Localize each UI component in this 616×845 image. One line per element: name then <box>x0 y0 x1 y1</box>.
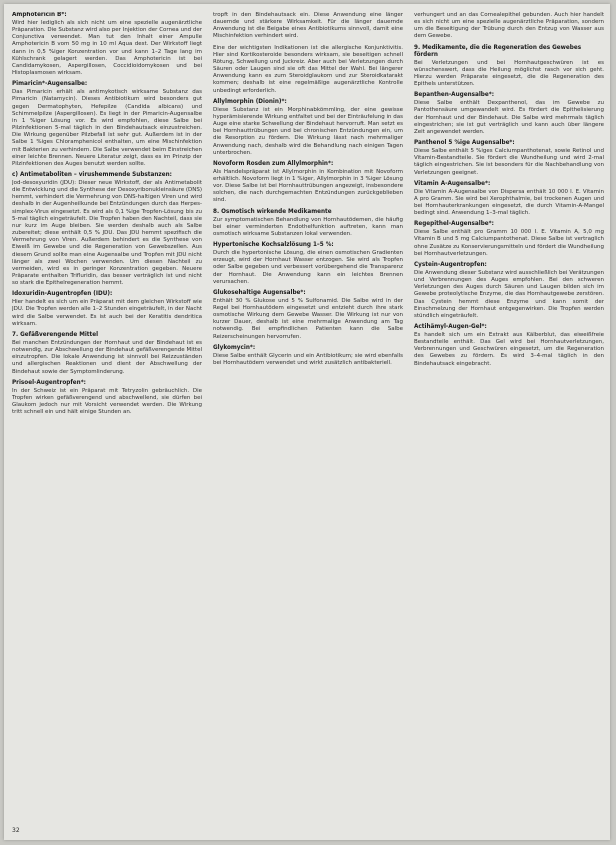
text-block <box>414 181 604 218</box>
text-block <box>213 99 403 157</box>
paragraph: Als Handelspräparat ist Allylmorphin in Kombination mit Novoform erhältlich. Novoform liegt in 1 %iger, Allylmorphin in 3 %iger Lösung vor. Diese Salbe ist bei Hornhauttrübungen angezeigt, insbesondere solchen, die nach durchgemachten Entzündungen zurückgeblieben sind. <box>213 168 403 204</box>
scanned-page <box>4 4 610 840</box>
section-heading: Amphotericin B*: <box>12 12 67 18</box>
text-column-left <box>12 12 202 827</box>
section-heading: 8. Osmotisch wirkende Medikamente <box>213 208 332 215</box>
paragraph: Eine der wichtigsten Indikationen ist die allergische Konjunktivitis. Hier sind Kortikosteroide besonders wirksam, sie beseitigen schnell Rötung, Schwellung und Juckreiz. Aber auch bei Verletzungen durch Säuren oder Laugen sind sie oft das Mittel der Wahl. Bei längerer Anwendung kann es zum Steroidglaukom und zur Steroidkatarakt kommen; deshalb ist eine regelmäßige augenärztliche Kontrolle unbedingt erforderlich. <box>213 44 403 94</box>
section-heading: Novoform Rosden zum Allylmorphin*: <box>213 160 334 167</box>
paragraph: Jod-desoxyuridin (JDU): Dieser neue Wirkstoff, der als Antimetabolit die Entwicklung und die Synthese der Desoxyribonukleinsäure (DNS) hemmt, verhindert die Vermehrung von DNS-haltigen Viren und wird deshalb in der Augenheilkunde bei Entzündungen durch das Herpes-simplex-Virus eingesetzt. Es wird als 0,1 %ige Tropfen-Lösung bis zu 5-mal täglich eingeträufelt. Die Tropfen haben den Nachteil, dass sie nur kurz im Auge bleiben. Sie werden deshalb auch als Salbe zubereitet; diese enthält 0,5 % JDU. Das JDU hemmt spezifisch die Vermehrung von Viren. Außerdem behindert es die Synthese von Eiweiß im Gewebe und die Regeneration von Gewebszellen. Aus diesem Grund sollte man eine Augensalbe und Tropfen mit JDU nicht länger als zwei Wochen verwenden. Um diesen Nachteil zu vermeiden, wird es in geringer Konzentration gegeben. Neuere Präparate enthalten Trifluridin, das besser verträglich ist und nicht so stark die Epithelregeneration hemmt. <box>12 179 202 287</box>
text-column-right <box>414 12 604 838</box>
section-heading: Glykomycin*: <box>213 344 256 351</box>
section-heading: Regepithel-Augensalbe*: <box>414 221 494 228</box>
text-block <box>12 12 202 77</box>
text-block <box>213 161 403 205</box>
section-heading: Cystein-Augentropfen: <box>414 261 487 268</box>
paragraph: tropft in den Bindehautsack ein. Diese Anwendung eine länger dauernde und stärkere Wirksamkeit. Für die länger dauernde Anwendung ist die Beigabe eines Antibiotikums sinnvoll, damit eine Mischinfektion verhindert wird. <box>213 12 403 40</box>
paragraph: Diese Salbe enthält pro Gramm 10 000 I. E. Vitamin A, 5,0 mg Vitamin B und 5 mg Calciumpantothenat. Diese Salbe ist vertraglich ohne Zusätze zu Konservierungsmitteln und fördert die Wundheilung bei Hornhautverletzungen. <box>414 229 604 257</box>
section-heading: 9. Medikamente, die die Regeneration des Gewebes fördern <box>414 44 582 58</box>
section-heading: Prisoel-Augentropfen*: <box>12 379 86 386</box>
text-block <box>12 172 202 287</box>
paragraph: Die Anwendung dieser Substanz wird ausschließlich bei Verätzungen und Verbrennungen des Auges empfohlen. Bei den schweren Verletzungen des Auges durch Säuren und Laugen bilden sich im Gewebe proteolytische Enzyme, die das Hornhautgewebe zerstören. Das Cystein hemmt diese Enzyme und kann somit der Einschmelzung der Hornhaut entgegenwirken. Die Tropfen werden stündlich eingeträufelt. <box>414 269 604 319</box>
paragraph: Bei Verletzungen und bei Hornhautgeschwüren ist es wünschenswert, dass die Heilung möglichst rasch vor sich geht. Hierzu werden Präparate eingesetzt, die die Regeneration des Epithels unterstützen. <box>414 59 604 88</box>
paragraph: Die Vitamin A-Augensalbe von Dispersa enthält 10 000 I. E. Vitamin A pro Gramm. Sie wird bei Xerophthalmie, bei trockenen Augen und bei Hornhauterkrankungen eingesetzt, die durch Vitamin-A-Mangel bedingt sind. Anwendung 1–3-mal täglich. <box>414 188 604 217</box>
text-block <box>414 45 604 89</box>
paragraph: Enthält 30 % Glukose und 5 % Sulfonamid. Die Salbe wird in der Regel bei Hornhautödem eingesetzt und entzieht durch ihre stark osmotische Wirkung dem Gewebe Wasser. Die Wirkung ist nur von kurzer Dauer, deshalb ist eine mehrmalige Anwendung am Tag notwendig. Bei empfindlichen Patienten kann die Salbe Reizerscheinungen hervorrufen. <box>213 297 403 340</box>
paragraph: Es handelt sich um ein Extrakt aus Kälberblut, das eiweißfreie Bestandteile enthält. Das Gel wird bei Hornhautverletzungen, Verbrennungen und Geschwüren eingesetzt, um die Regeneration des Gewebes zu fördern. Es wird 3–4-mal täglich in den Bindehautsack eingebracht. <box>414 332 604 367</box>
section-heading: Actihämyl-Augen-Gel*: <box>414 324 487 330</box>
text-block <box>213 12 403 41</box>
text-block <box>414 324 604 368</box>
text-block <box>213 209 403 238</box>
paragraph: Diese Salbe enthält 5 %iges Calciumpanthotenat, sowie Retinol und Vitamin-Bestandteile. Sie fördert die Wundheilung und wird 2-mal täglich eingestrichen. Sie ist besonders für die Nachbehandlung von Verletzungen geeignet. <box>414 148 604 176</box>
section-heading: Allylmorphin (Dionin)*: <box>213 98 287 105</box>
text-block <box>213 345 403 367</box>
section-heading: Hypertonische Kochsalzlösung 1–5 %: <box>213 242 334 249</box>
section-heading: Pimaricin*-Augensalbe: <box>12 81 88 88</box>
paragraph: Bei manchen Entzündungen der Hornhaut und der Bindehaut ist es notwendig, zur Abschwellung der Bindehaut gefäßverengende Mittel einzutropfen. Die lokale Anwendung ist sinnvoll bei Reizzuständen und allergischen Reaktionen und dient der Abschwellung der Bindehaut sowie der Symptomlinderung. <box>12 339 202 375</box>
paragraph: Zur symptomatischen Behandlung von Hornhautödemen, die häufig bei einer verminderten Endothelfunktion auftreten, kann man osmotisch wirksame Substanzen lokal verwenden. <box>213 216 403 237</box>
paragraph: Diese Salbe enthält Dexpanthenol, das im Gewebe zu Pantothensäure umgewandelt wird. Es fördert die Epithelisierung der Hornhaut und der Bindehaut. Die Salbe wird mehrmals täglich eingestrichen; sie ist gut verträglich und kann auch über längere Zeit angewendet werden. <box>414 100 604 135</box>
paragraph: verhungert und an das Cornealepithel gebunden. Auch hier handelt es sich nicht um eine spezielle augenärztliche Präparation, sondern um die Beseitigung der Trübung durch den Entzug von Wasser aus dem Gewebe. <box>414 12 604 40</box>
section-heading: Panthenol 5 %ige Augensalbe*: <box>414 140 515 147</box>
paragraph: Wird hier lediglich als sich nicht um eine spezielle augenärztliche Präparation. Die Substanz wird also per Injektion der Cornea und der Conjunctiva verwendet. Man tut den Inhalt einer Ampulle Amphotericin B vom 50 mg in 10 ml Aqua dest. Der Wirkstoff liegt dann in 0,5 %iger Konzentration vor und kann 1–2 Tage lang im Kühlschrank gelagert werden. Das Amphotericin ist bei Candidamykosen, Aspergillosen, Coccidioidomykosen und bei Histoplasmosen wirksam. <box>12 20 202 77</box>
section-heading: 7. Gefäßverengende Mittel <box>12 331 99 338</box>
text-block <box>414 140 604 177</box>
text-block <box>12 291 202 328</box>
section-heading: Bepanthen-Augensalbe*: <box>414 92 494 99</box>
section-heading: Glukosehaltige Augensalbe*: <box>213 289 306 296</box>
page-number: 32 <box>12 827 20 834</box>
text-block <box>213 290 403 341</box>
paragraph: Das Pimaricin erhält als antimykotisch wirksame Substanz das Pimaricin (Natamycin). Dieses Antibiotikum wird besonders gut gegen Dermatophyten, Hefepilze (Candida albicans) und Schimmelpilze (Aspergillosen). Es liegt in der Pimaricin-Augensalbe in 1 %iger Lösung vor. Es wird empfohlen, diese Salbe bei Pilzinfektionen 5-mal täglich in den Bindehautsack einzustreichen. Die Wirkung gegenüber Pilzbefall ist sehr gut. Außerdem ist in der Salbe 1 %iges Chloramphenicol enthalten, um eine Mischinfektion mit Bakterien zu verhindern. Die Salbe verwendet beim Einstreichen einer leichte Brennen. Neuere Literatur zeigt, dass es im Prinzip der Pilzinfektionen des Auges benutzt werden sollte. <box>12 89 202 167</box>
paragraph: Hier handelt es sich um ein Präparat mit dem gleichen Wirkstoff wie JDU. Die Tropfen werden alle 1–2 Stunden eingeträufelt, in der Nacht wird die Salbe verwendet. Es ist auch bei der Keratitis dendritica wirksam. <box>12 299 202 327</box>
paragraph: Diese Substanz ist ein Morphinabkömmling, der eine gewisse hyperämisierende Wirkung entfaltet und bei der Einträufelung in das Auge eine starke Schwellung der Bindehaut hervorruft. Man setzt es bei Hornhauttrübungen und bei chronischen Entzündungen ein, um die Resorption zu fördern. Die Wirkung lässt nach mehrmaliger Anwendung nach, deshalb wird die Behandlung nach einigen Tagen unterbrochen. <box>213 106 403 156</box>
text-block <box>414 262 604 320</box>
text-block <box>414 221 604 258</box>
text-block <box>12 380 202 417</box>
paragraph: Durch die hypertonische Lösung, die einen osmotischen Gradienten erzeugt, wird der Hornhaut Wasser entzogen. Sie wird als Tropfen oder Salbe gegeben und verbessert vorübergehend die Transparenz der Hornhaut. Die Anwendung kann ein leichtes Brennen verursachen. <box>213 250 403 285</box>
text-block <box>414 92 604 136</box>
text-block <box>213 242 403 286</box>
paragraph: Diese Salbe enthält Glycerin und ein Antibiotikum; sie wird ebenfalls bei Hornhautödem verwendet und wirkt zusätzlich antibakteriell. <box>213 352 403 366</box>
section-heading: c) Antimetaboliten – virushemmende Substanzen: <box>12 171 172 178</box>
section-heading: Idoxuridin-Augentropfen (IDU): <box>12 291 113 298</box>
section-heading: Vitamin A-Augensalbe*: <box>414 180 491 187</box>
text-block <box>12 332 202 376</box>
text-block <box>12 81 202 168</box>
text-block <box>213 45 403 95</box>
text-column-middle <box>213 12 403 838</box>
text-block <box>414 12 604 41</box>
paragraph: In der Schweiz ist ein Präparat mit Tetryzolin gebräuchlich. Die Tropfen wirken gefäßverengend und abschwellend, sie dürfen bei Glaukom jedoch nur mit Vorsicht verwendet werden. Die Wirkung tritt schnell ein und hält einige Stunden an. <box>12 387 202 416</box>
